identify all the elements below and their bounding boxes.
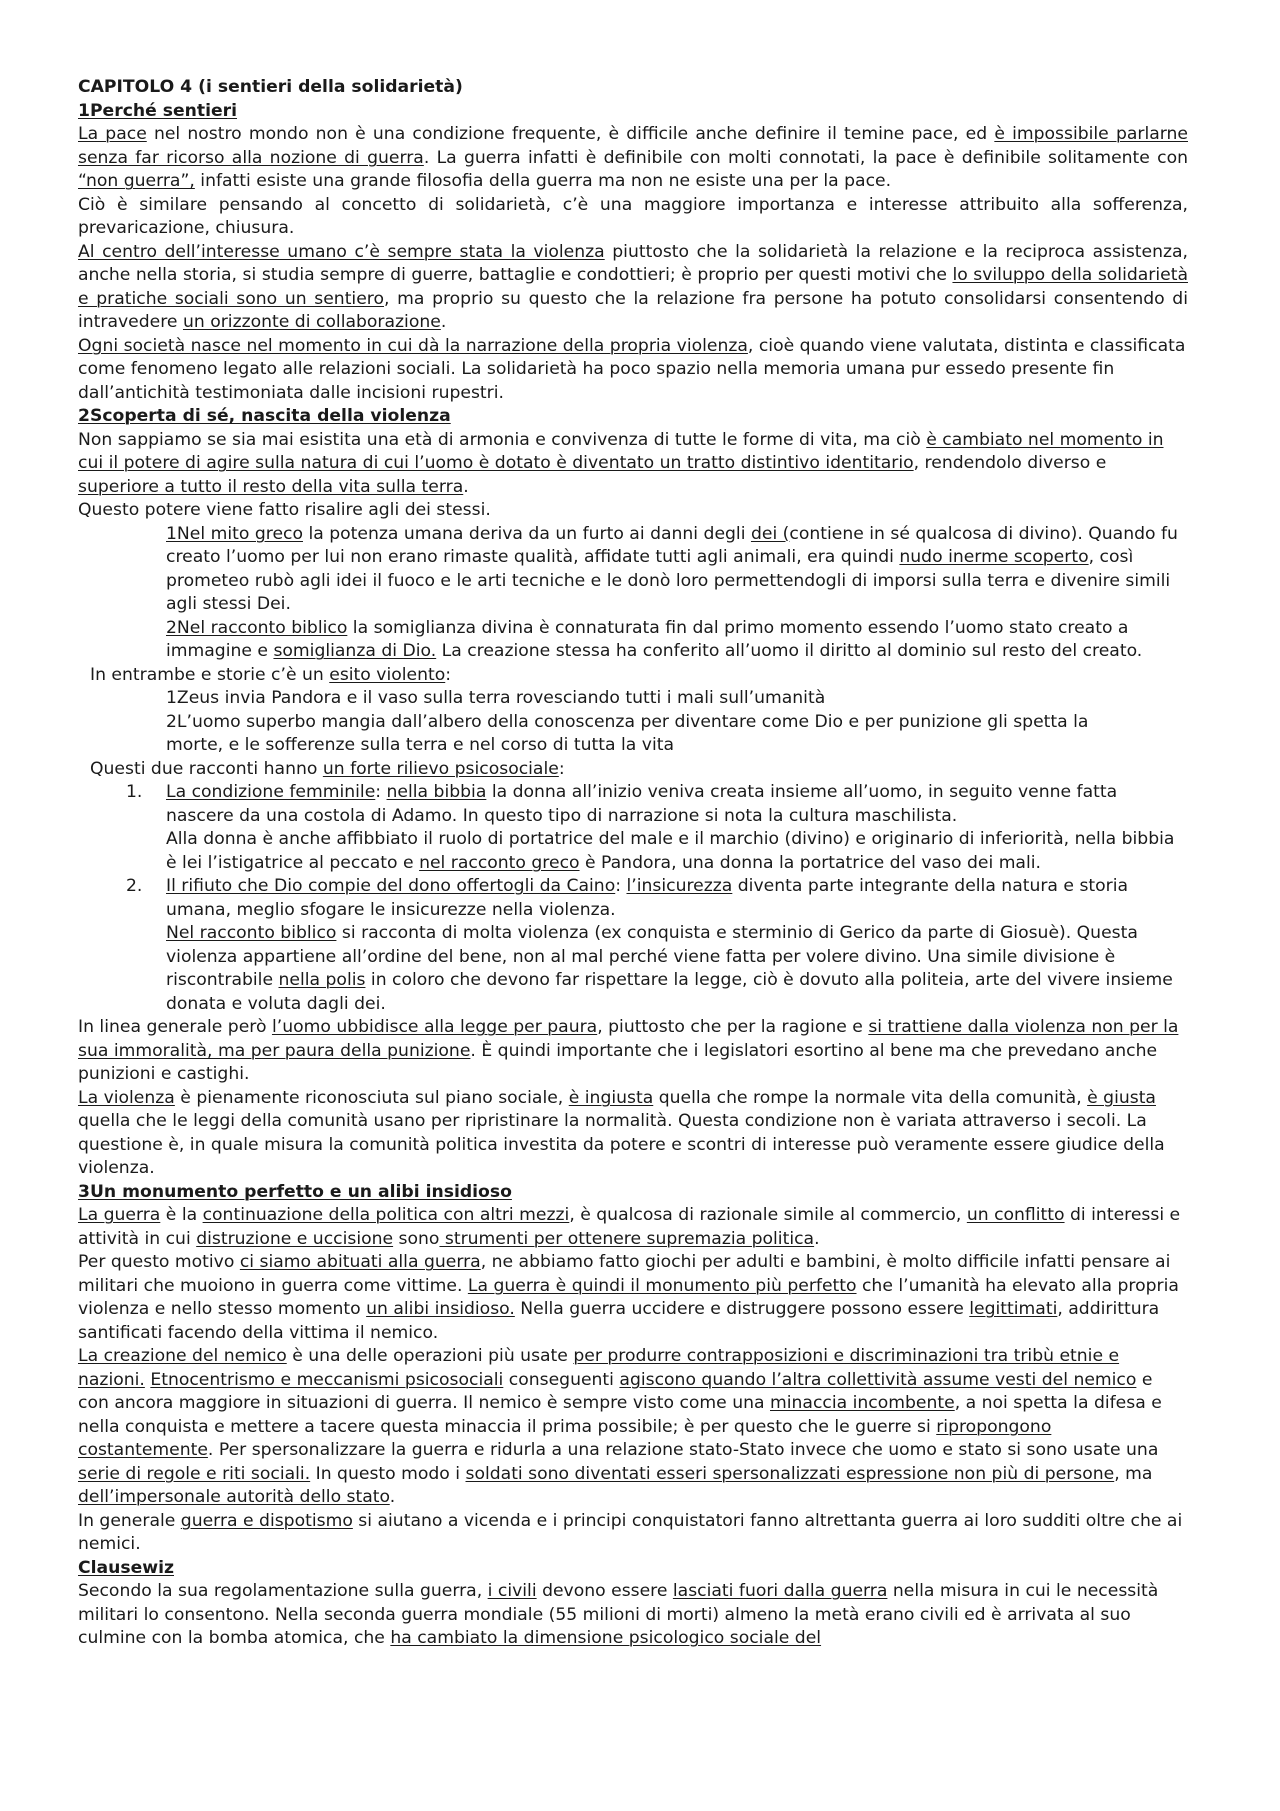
paragraph: La pace nel nostro mondo non è una condizione frequente, è difficile anche definire il temine pace, ed è impossibile parlarne senza far ricorso alla nozione di guerra. La guerra infatti è definibile con molti connotati, la pace è definibile solitamente con “non guerra”, infatti esiste una grande filosofia della guerra ma non ne esiste una per la pace. — [78, 124, 1188, 191]
section-heading: 1Perché sentieri — [78, 100, 238, 121]
paragraph: Secondo la sua regolamentazione sulla guerra, i civili devono essere lasciati fuori dalla guerra nella misura in cui le necessità militari lo consentono. Nella seconda guerra mondiale (55 milioni di morti) almeno la metà erano civili ed è arrivata al suo culmine con la bomba atomica, che ha cambiato la dimensione psicologico sociale del — [78, 1581, 1159, 1648]
indented-paragraph: 2L’uomo superbo mangia dall’albero della conoscenza per diventare come Dio e per punizione gli spetta la morte, e le sofferenze sulla terra e nel corso di tutta la vita — [166, 711, 1089, 755]
list-item-text: Il rifiuto che Dio compie del dono offertogli da Caino: l’insicurezza diventa parte integrante della natura e storia umana, meglio sfogare le insicurezze nella violenza. — [166, 876, 1129, 920]
document-page — [78, 76, 1188, 1651]
indented-paragraph: 2Nel racconto biblico la somiglianza divina è connaturata fin dal primo momento essendo l’uomo stato creato a immagine e somiglianza di Dio. La creazione stessa ha conferito all’uomo il diritto al dominio sul resto del creato. — [166, 617, 1143, 661]
paragraph: La guerra è la continuazione della politica con altri mezzi, è qualcosa di razionale simile al commercio, un conflitto di interessi e attività in cui distruzione e uccisione sono strumenti per ottenere supremazia politica. — [78, 1205, 1181, 1249]
indented-paragraph: 1Zeus invia Pandora e il vaso sulla terra rovesciando tutti i mali sull’umanità — [166, 688, 826, 708]
paragraph: Questo potere viene fatto risalire agli dei stessi. — [78, 500, 491, 520]
paragraph: In linea generale però l’uomo ubbidisce alla legge per paura, piuttosto che per la ragione e si trattiene dalla violenza non per la sua immoralità, ma per paura della punizione. È quindi importante che i legislatori esortino al bene ma che prevedano anche punizioni e castighi. — [78, 1017, 1179, 1084]
paragraph: In entrambe e storie c’è un esito violento: — [90, 664, 452, 685]
list-item-text: Nel racconto biblico si racconta di molta violenza (ex conquista e sterminio di Gerico da parte di Giosuè). Questa violenza appartiene all’ordine del bene, non al mal perché viene fatta per volere divino. Una simile divisione è riscontrabile nella polis in coloro che devono far rispettare la legge, ciò è dovuto alla politeia, arte del vivere insieme donata e voluta dagli dei. — [166, 923, 1173, 1014]
paragraph: La violenza è pienamente riconosciuta sul piano sociale, è ingiusta quella che rompe la normale vita della comunità, è giusta quella che le leggi della comunità usano per ripristinare la normalità. Questa condizione non è variata attraverso i secoli. La questione è, in quale misura la comunità politica investita da potere e scontri di interesse può veramente essere giudice della violenza. — [78, 1087, 1165, 1178]
section-heading: 2Scoperta di sé, nascita della violenza — [78, 406, 451, 426]
list-item-text: Alla donna è anche affibbiato il ruolo di portatrice del male e il marchio (divino) e originario di inferiorità, nella bibbia è lei l’istigatrice al peccato e nel racconto greco è Pandora, una donna la portatrice del vaso dei mali. — [166, 829, 1175, 873]
numbered-list — [78, 781, 1188, 1016]
list-item — [78, 781, 1188, 875]
paragraph: Al centro dell’interesse umano c’è sempre stata la violenza piuttosto che la solidarietà la relazione e la reciproca assistenza, anche nella storia, si studia sempre di guerre, battaglie e condottieri; è proprio per questi motivi che lo sviluppo della solidarietà e pratiche sociali sono un sentiero, ma proprio su questo che la relazione fra persone ha potuto consolidarsi consentendo di intravedere un orizzonte di collaborazione. — [78, 241, 1189, 332]
chapter-title: CAPITOLO 4 (i sentieri della solidarietà) — [78, 77, 463, 97]
paragraph: Ciò è similare pensando al concetto di solidarietà, c’è una maggiore importanza e interesse attribuito alla sofferenza, prevaricazione, chiusura. — [78, 194, 1188, 238]
list-number: 2. — [126, 876, 143, 896]
paragraph: Questi due racconti hanno un forte rilievo psicosociale: — [90, 758, 565, 779]
section-heading: 3Un monumento perfetto e un alibi insidioso — [78, 1181, 512, 1202]
list-item — [78, 875, 1188, 1016]
paragraph: Non sappiamo se sia mai esistita una età di armonia e convivenza di tutte le forme di vita, ma ciò è cambiato nel momento in cui il potere di agire sulla natura di cui l’uomo è dotato è diventato un tratto distintivo identitario, rendendolo diverso e superiore a tutto il resto della vita sulla terra. — [78, 429, 1164, 497]
indented-paragraph: 1Nel mito greco la potenza umana deriva da un furto ai danni degli dei (contiene in sé qualcosa di divino). Quando fu creato l’uomo per lui non erano rimaste qualità, affidate tutti agli animali, era quindi nudo inerme scoperto, così prometeo rubò agli idei il fuoco e le arti tecniche e le donò loro permettendogli di imporsi sulla terra e divenire simili agli stessi Dei. — [166, 523, 1178, 614]
paragraph: In generale guerra e dispotismo si aiutano a vicenda e i principi conquistatori fanno altrettanta guerra ai loro sudditi oltre che ai nemici. — [78, 1510, 1183, 1554]
paragraph: Ogni società nasce nel momento in cui dà la narrazione della propria violenza, cioè quando viene valutata, distinta e classificata come fenomeno legato alle relazioni sociali. La solidarietà ha poco spazio nella memoria umana pur essedo presente fin dall’antichità testimoniata dalle incisioni rupestri. — [78, 335, 1186, 403]
paragraph: Per questo motivo ci siamo abituati alla guerra, ne abbiamo fatto giochi per adulti e bambini, è molto difficile infatti pensare ai militari che muoiono in guerra come vittime. La guerra è quindi il monumento più perfetto che l’umanità ha elevato alla propria violenza e nello stesso momento un alibi insidioso. Nella guerra uccidere e distruggere possono essere legittimati, addirittura santificati facendo della vittima il nemico. — [78, 1252, 1179, 1343]
paragraph: La creazione del nemico è una delle operazioni più usate per produrre contrapposizioni e discriminazioni tra tribù etnie e nazioni. Etnocentrismo e meccanismi psicosociali conseguenti agiscono quando l’altra collettività assume vesti del nemico e con ancora maggiore in situazioni di guerra. Il nemico è sempre visto come una minaccia incombente, a noi spetta la difesa e nella conquista e mettere a tacere questa minaccia il prima possibile; è per questo che le guerre si ripropongono costantemente. Per spersonalizzare la guerra e ridurla a una relazione stato-Stato invece che uomo e stato si sono usate una serie di regole e riti sociali. In questo modo i soldati sono diventati esseri spersonalizzati espressione non più di persone, ma dell’impersonale autorità dello stato. — [78, 1346, 1162, 1507]
section-heading: Clausewiz — [78, 1557, 174, 1578]
list-number: 1. — [126, 782, 143, 802]
list-item-text: La condizione femminile: nella bibbia la donna all’inizio veniva creata insieme all’uomo, in seguito venne fatta nascere da una costola di Adamo. In questo tipo di narrazione si nota la cultura maschilista. — [166, 782, 1118, 826]
